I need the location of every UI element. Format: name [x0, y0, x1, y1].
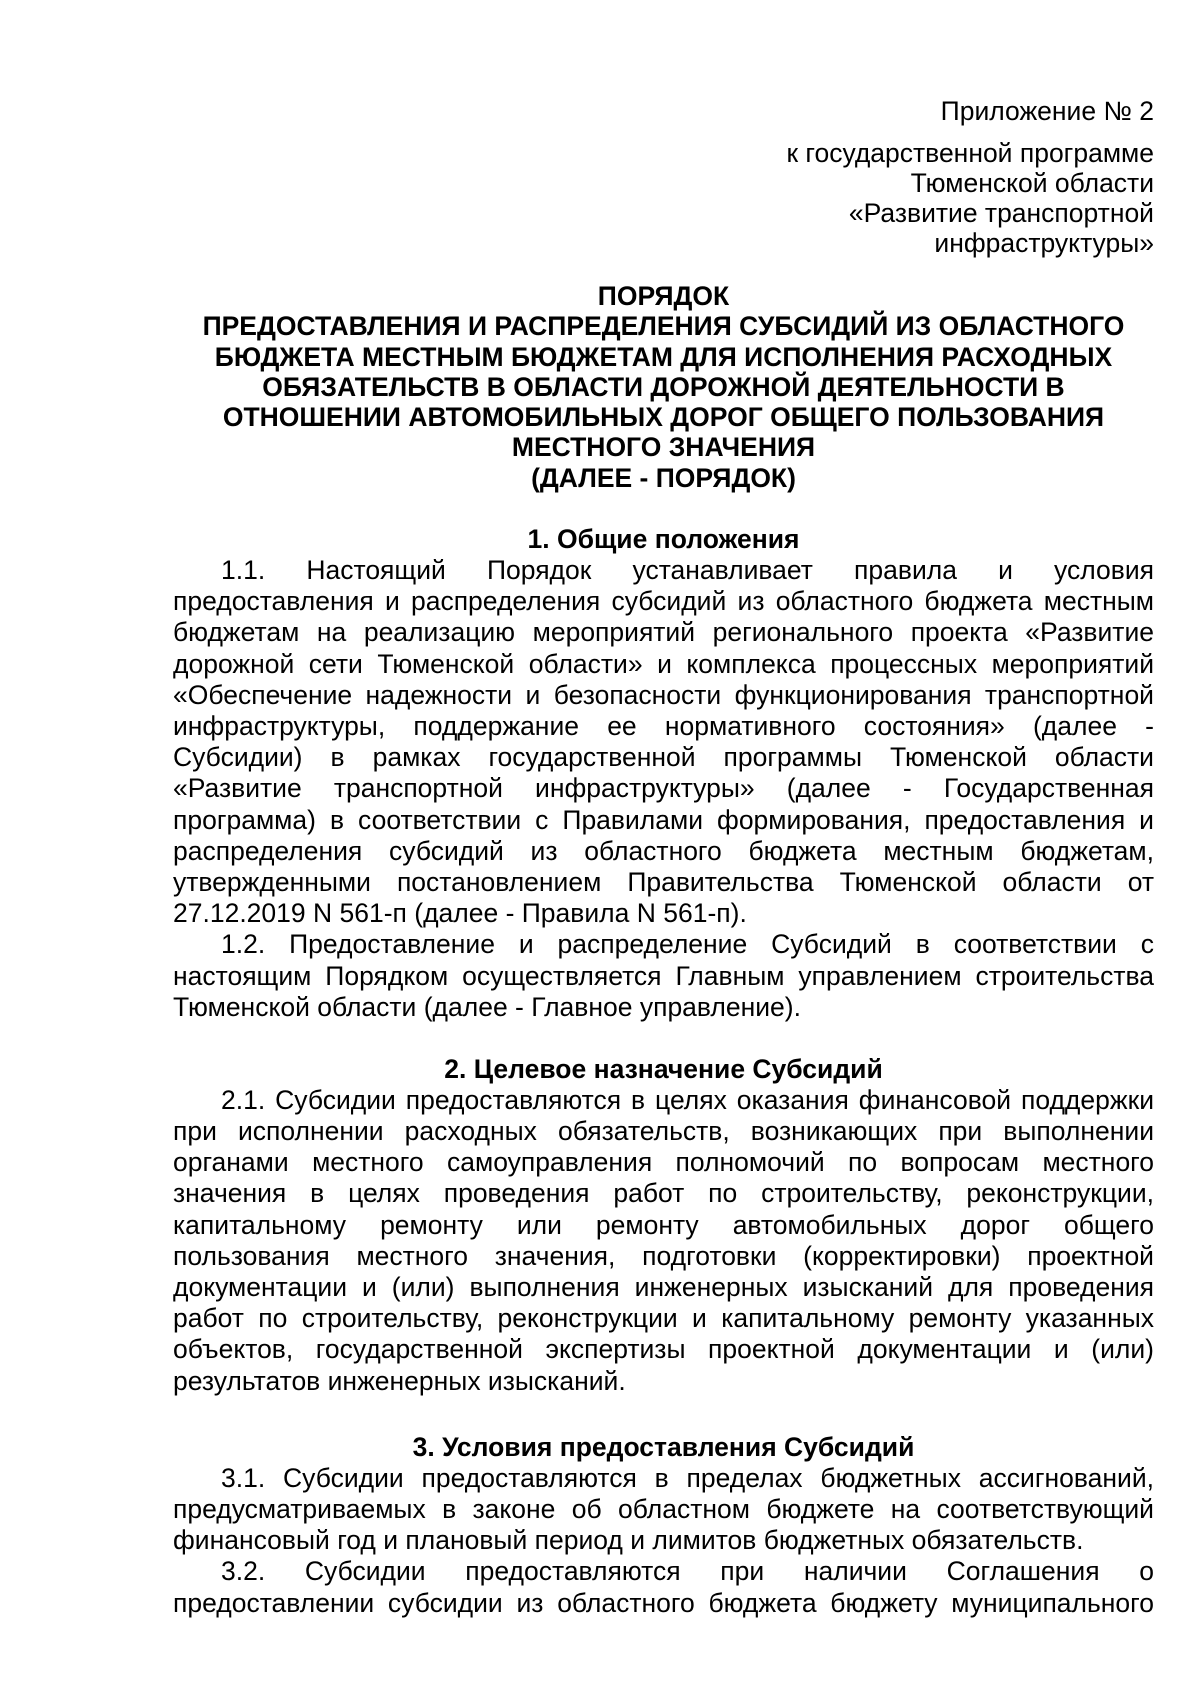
title-line: ПОРЯДОК: [597, 281, 730, 311]
text-line: результатов инженерных изысканий.: [173, 1365, 626, 1396]
paragraph-1-2: [173, 929, 1154, 1023]
title-line: МЕСТНОГО ЗНАЧЕНИЯ: [511, 432, 816, 463]
appendix-header: [173, 96, 1154, 258]
appendix-line: инфраструктуры»: [934, 228, 1154, 258]
paragraph-3-1: [173, 1463, 1154, 1557]
appendix-line: «Развитие транспортной: [848, 198, 1154, 228]
text-line: программа) в соответствии с Правилами формирования, предоставления и: [173, 804, 1154, 835]
text-line: органами местного самоуправления полномочий по вопросам местного: [173, 1147, 1154, 1178]
text-line: предоставлении субсидии из областного бюджета бюджету муниципального: [173, 1587, 1154, 1618]
text-line: предусматриваемых в законе об областном бюджете на соответствующий: [173, 1493, 1154, 1524]
text-line: 27.12.2019 N 561-п (далее - Правила N 561-п).: [173, 898, 747, 929]
document-title: [173, 281, 1154, 493]
title-line: ПРЕДОСТАВЛЕНИЯ И РАСПРЕДЕЛЕНИЯ СУБСИДИЙ ИЗ ОБЛАСТНОГО: [202, 311, 1125, 342]
appendix-line: к государственной программе: [786, 138, 1154, 168]
text-line: капитальному ремонту или ремонту автомобильных дорог общего: [173, 1209, 1154, 1240]
title-line: ОБЯЗАТЕЛЬСТВ В ОБЛАСТИ ДОРОЖНОЙ ДЕЯТЕЛЬНОСТИ В: [262, 371, 1065, 402]
text-line: бюджетам на реализацию мероприятий регионального проекта «Развитие: [173, 617, 1154, 648]
appendix-line: Тюменской области: [910, 168, 1154, 198]
text-line: работ по строительству, реконструкции и капитальному ремонту указанных: [173, 1303, 1154, 1334]
text-line: Тюменской области (далее - Главное управление).: [173, 991, 801, 1022]
title-line: БЮДЖЕТА МЕСТНЫМ БЮДЖЕТАМ ДЛЯ ИСПОЛНЕНИЯ РАСХОДНЫХ: [214, 341, 1113, 372]
text-line: финансовый год и плановый период и лимитов бюджетных обязательств.: [173, 1525, 1084, 1556]
text-line: 2.1. Субсидии предоставляются в целях оказания финансовой поддержки: [221, 1084, 1154, 1115]
text-line: объектов, государственной экспертизы проектной документации и (или): [173, 1334, 1154, 1365]
text-line: документации и (или) выполнения инженерных изысканий для проведения: [173, 1272, 1154, 1303]
paragraph-3-2: [173, 1556, 1154, 1618]
text-line: дорожной сети Тюменской области» и комплекса процессных мероприятий: [173, 648, 1154, 679]
text-line: 3.2. Субсидии предоставляются при наличии Соглашения о: [221, 1556, 1154, 1587]
text-line: предоставления и распределения субсидий из областного бюджета местным: [173, 586, 1154, 617]
text-line: настоящим Порядком осуществляется Главным управлением строительства: [173, 960, 1154, 991]
text-line: утвержденными постановлением Правительства Тюменской области от: [173, 866, 1154, 897]
section-heading-conditions: 3. Условия предоставления Субсидий: [412, 1431, 915, 1462]
text-line: 1.1. Настоящий Порядок устанавливает правила и условия: [221, 555, 1154, 586]
text-line: при исполнении расходных обязательств, возникающих при выполнении: [173, 1116, 1154, 1147]
section-heading-general: 1. Общие положения: [527, 524, 800, 555]
paragraph-2-1: [173, 1085, 1154, 1397]
section-heading-purpose: 2. Целевое назначение Субсидий: [444, 1053, 883, 1084]
text-line: инфраструктуры, поддержание ее нормативного состояния» (далее -: [173, 711, 1154, 742]
title-line: (ДАЛЕЕ - ПОРЯДОК): [531, 462, 796, 493]
text-line: распределения субсидий из областного бюджета местным бюджетам,: [173, 835, 1154, 866]
text-line: Субсидии) в рамках государственной программы Тюменской области: [173, 742, 1154, 773]
text-line: 1.2. Предоставление и распределение Субсидий в соответствии с: [221, 929, 1154, 960]
text-line: пользования местного значения, подготовки (корректировки) проектной: [173, 1240, 1154, 1271]
text-line: «Обеспечение надежности и безопасности функционирования транспортной: [173, 679, 1154, 710]
text-line: «Развитие транспортной инфраструктуры» (далее - Государственная: [173, 773, 1154, 804]
appendix-number: Приложение № 2: [940, 96, 1154, 126]
document-page: [173, 96, 1154, 1619]
appendix-reference: [173, 138, 1154, 258]
paragraph-1-1: [173, 555, 1154, 929]
title-line: ОТНОШЕНИИ АВТОМОБИЛЬНЫХ ДОРОГ ОБЩЕГО ПОЛЬЗОВАНИЯ: [222, 402, 1105, 433]
text-line: значения в целях проведения работ по строительству, реконструкции,: [173, 1178, 1154, 1209]
text-line: 3.1. Субсидии предоставляются в пределах бюджетных ассигнований,: [221, 1462, 1154, 1493]
